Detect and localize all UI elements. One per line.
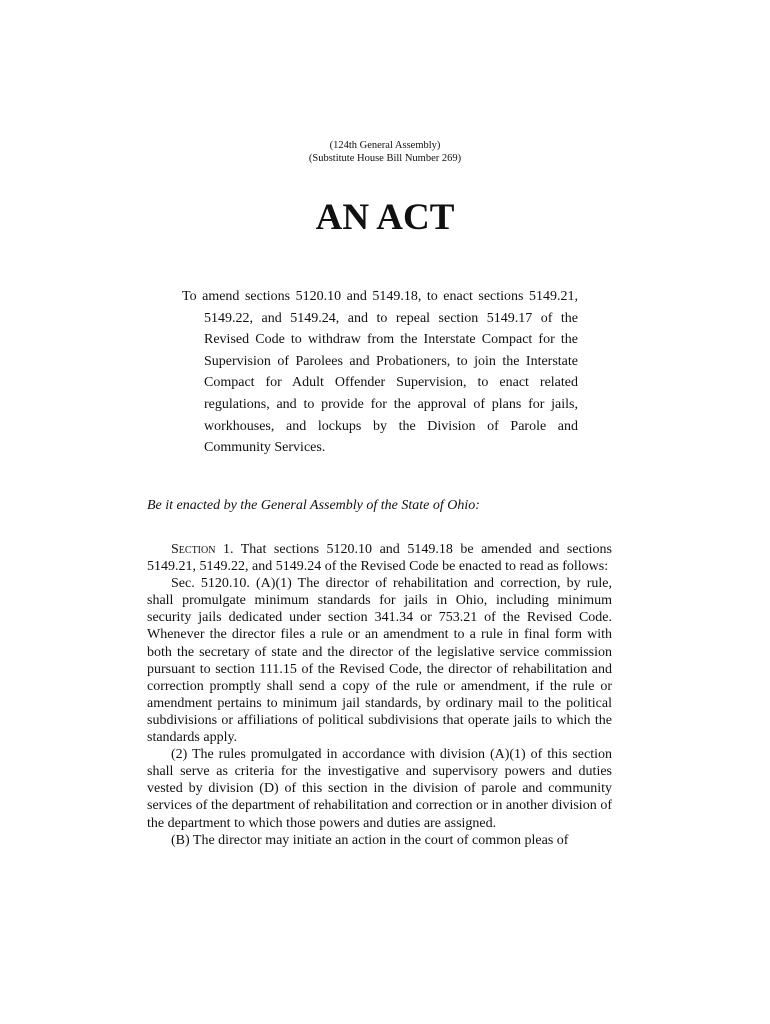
body-paragraph: (2) The rules promulgated in accordance with division (A)(1) of this section shall serve as criteria for the investigative and supervisory powers and duties vested by division (D) of this section in the division of parole and community services of the department of rehabilitation and correction or in another division of the department to which those powers and duties are assigned. (147, 747, 612, 831)
act-purpose: To amend sections 5120.10 and 5149.18, to enact sections 5149.21, 5149.22, and 5149.24, and to repeal section 5149.17 of the Revised Code to withdraw from the Interstate Compact for the Supervision of Parolees and Probationers, to join the Interstate Compact for Adult Offender Supervision, to enact related regulations, and to provide for the approval of plans for jails, workhouses, and lockups by the Division of Parole and Community Services. (182, 289, 578, 456)
body-paragraph: Sec. 5120.10. (A)(1) The director of rehabilitation and correction, by rule, shall promulgate minimum standards for jails in Ohio, including minimum security jails dedicated under section 341.34 or 753.21 of the Revised Code. Whenever the director files a rule or an amendment to a rule in final form with both the secretary of state and the director of the legislative service commission pursuant to section 111.15 of the Revised Code, the director of rehabilitation and correction promptly shall send a copy of the rule or amendment, if the rule or amendment pertains to minimum jail standards, by ordinary mail to the political subdivisions or affiliations of political subdivisions that operate jails to which the standards apply. (147, 576, 612, 746)
section-1-text: 1. That sections 5120.10 and 5149.18 be amended and sections 5149.21, 5149.22, and 5149.24 of the Revised Code be enacted to read as follows: (147, 542, 612, 575)
bill-header (0, 139, 770, 165)
section-label: Section (171, 542, 216, 557)
body-paragraph: (B) The director may initiate an action in the court of common pleas of (171, 832, 569, 848)
act-body (147, 541, 612, 849)
enacting-clause: Be it enacted by the General Assembly of the State of Ohio: (147, 498, 480, 513)
bill-number-label: (Substitute House Bill Number 269) (308, 153, 462, 164)
section-1-paragraph (147, 541, 612, 575)
act-title: AN ACT (315, 197, 455, 238)
assembly-label: (124th General Assembly) (329, 140, 441, 151)
